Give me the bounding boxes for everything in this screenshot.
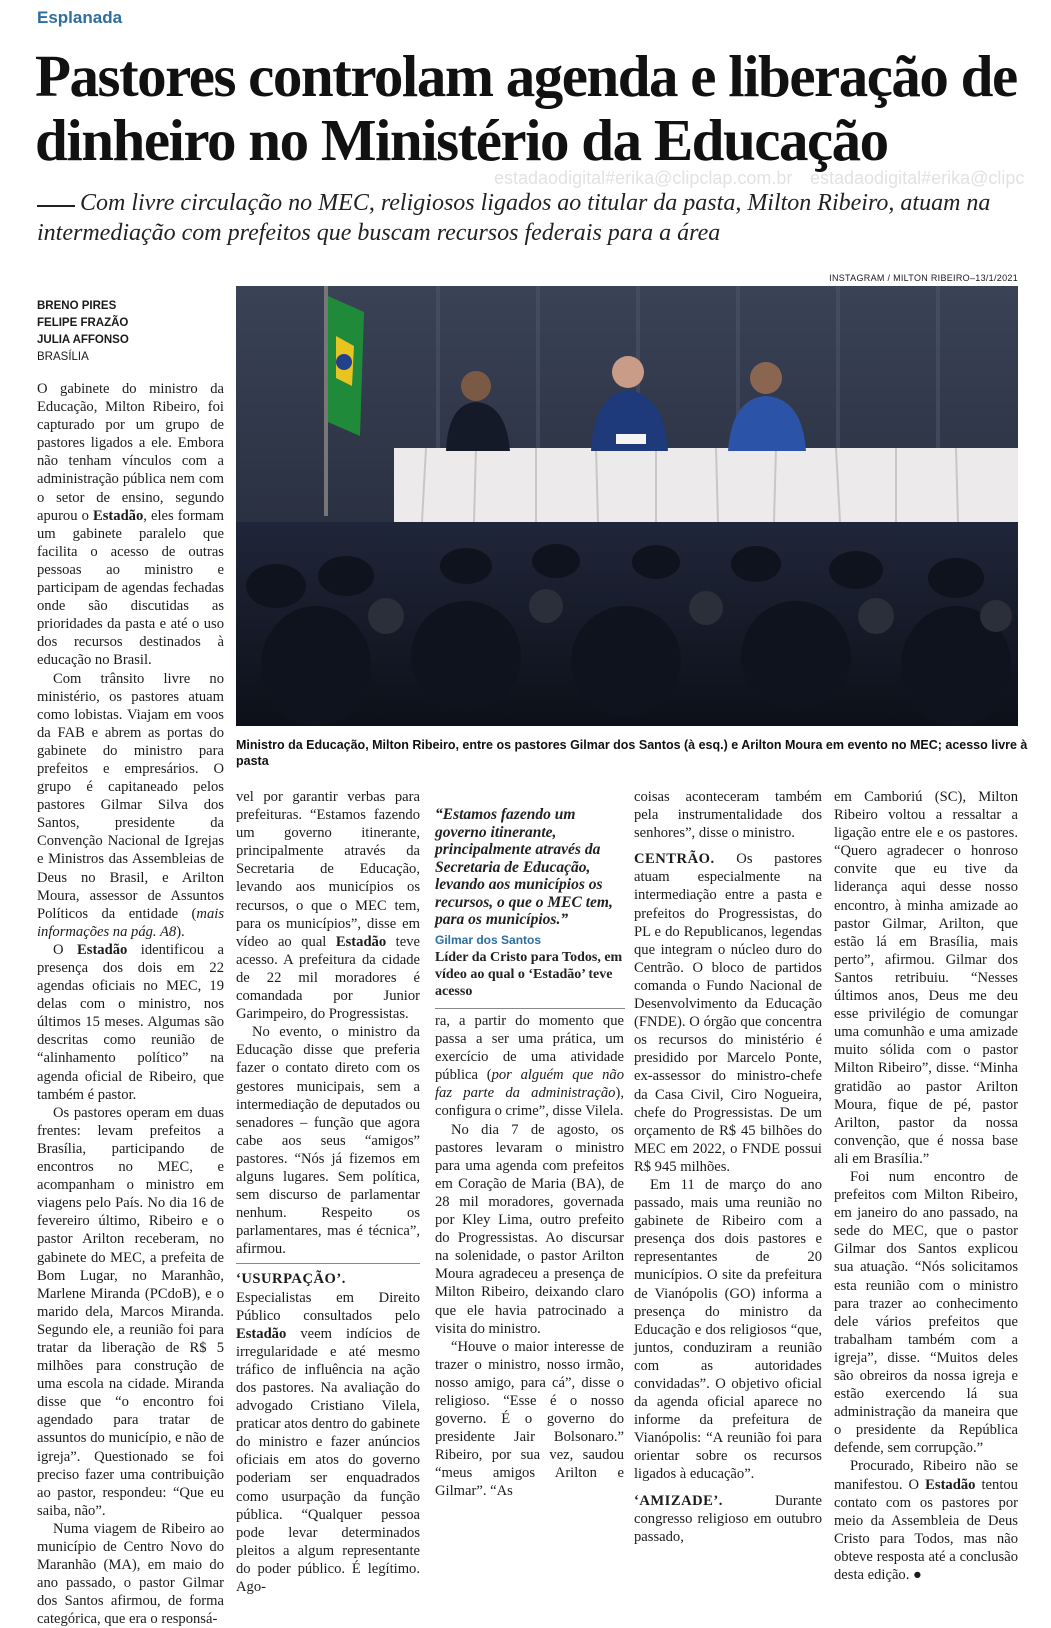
article-column-1 [37, 380, 224, 1628]
quote-author: Gilmar dos Santos [435, 932, 542, 947]
subhead: ‘AMIZADE’. [634, 1492, 723, 1509]
paragraph: Foi num encontro de prefeitos com Milton Ribeiro, em janeiro do ano passado, na sede do MEC, que o pastor Gilmar dos Santos explicou sua atuação. “Nós solicitamos esta reunião com o ministro para trazer ao conhecimento dele vários prefeitos que trabalham também com a igreja”, disse. “Muitos deles são obreiros da nossa igreja e estão exercendo lá sua administração da maneira que o presidente da República defende, sem corrupção.” [834, 1168, 1018, 1457]
quote-text: “Estamos fazendo um governo itinerante, principalmente através da Secretaria de Educação, levando aos municípios os recursos, o que o MEC tem, para os municípios.” [435, 806, 613, 928]
article-photo [236, 286, 1018, 726]
section-divider [236, 1263, 420, 1264]
paragraph: Os pastores operam em duas frentes: levam prefeitos a Brasília, participando de encontros no MEC, e acompanham o ministro em viagens pelo País. No dia 16 de fevereiro último, Ribeiro e o pastor Arilton receberam, no gabinete do MEC, a prefeita de Bom Lugar, no Maranhão, Marlene Miranda (PCdoB), e o marido dela, Marcos Miranda. Segundo ele, a reunião foi para tratar da liberação de R$ 5 milhões para construção de uma escola na cidade. Miranda disse que “o encontro foi agendado para tratar de assuntos do município, e não de igreja”. Questionado se foi preciso fazer uma contribuição ao pastor, respondeu: “Que eu saiba, não”. [37, 1104, 224, 1519]
paragraph: ra, a partir do momento que passa a ser uma prática, um exercício de uma atividade pública (por alguém que não faz parte da administração), configura o crime”, disse Vilela. [435, 1013, 624, 1120]
paragraph: No evento, o ministro da Educação disse que preferia fazer o contato direto com os gestores municipais, sem a intermediação de deputados ou senadores – função que agora cabe aos seus “amigos” pastores. “Nós já fizemos em alguns lugares. Sem política, sem discurso de parlamentar nenhum. Respeito os parlamentares, mas é técnica”, afirmou. [236, 1024, 420, 1258]
paragraph: em Camboriú (SC), Milton Ribeiro voltou a ressaltar a ligação entre ele e os pastores. “Quero agradecer o honroso convite que eu tive da liderança aqui desse nosso encontro, à minha amizade ao pastor Gilmar, Arilton, que estão lá em Brasília, mais perto”, afirmou. Gilmar dos Santos retribuiu. “Nesses últimos anos, Deus me deu esse privilégio de comungar uma comunhão e uma amizade muito sólida com o pastor Milton Ribeiro”, disse. “Minha gratidão ao pastor Arilton Moura, fique de pé, pastor Arilton, pastor da nossa convenção, que é nossa base ali em Brasília.” [834, 789, 1018, 1167]
photo-credit: INSTAGRAM / MILTON RIBEIRO–13/1/2021 [829, 273, 1018, 283]
quote-divider [435, 1008, 625, 1009]
author-name: JULIA AFFONSO [37, 334, 129, 346]
byline-place: BRASÍLIA [37, 351, 89, 363]
article-column-5 [834, 788, 1018, 1584]
brand-name: Estadão [925, 1476, 976, 1493]
headline: Pastores controlam agenda e liberação de dinheiro no Ministério da Educação [35, 43, 1017, 173]
article-column-2 [236, 788, 420, 1596]
quote-author-role: Líder da Cristo para Todos, em vídeo ao qual o ‘Estadão’ teve acesso [435, 949, 623, 999]
subhead: ‘USURPAÇÃO’. [236, 1271, 346, 1288]
pull-quote [435, 806, 625, 1009]
article-column-4 [634, 788, 822, 1546]
paragraph: O gabinete do ministro da Educação, Milton Ribeiro, foi capturado por um grupo de pastores ligados a ele. Embora não tenham vínculos com a administração pública nem com o setor de ensino, segundo apurou o Estadão, eles formam um gabinete paralelo que facilita o acesso de outras pessoas ao ministro e participam de agendas fechadas onde são discutidas as prioridades da pasta e até o uso dos recursos destinados à educação no Brasil. [37, 381, 224, 669]
subhead: CENTRÃO. [634, 851, 715, 868]
paragraph: Numa viagem de Ribeiro ao município de Centro Novo do Maranhão (MA), em maio do ano passado, o pastor Gilmar dos Santos afirmou, de forma categórica, que era o responsá- [37, 1520, 224, 1628]
brand-name: Estadão [77, 941, 128, 958]
brand-name: Estadão [335, 933, 387, 950]
photo-caption: Ministro da Educação, Milton Ribeiro, entre os pastores Gilmar dos Santos (à esq.) e Arilton Moura em evento no MEC; acesso livre à pasta [236, 738, 1028, 768]
byline [37, 298, 227, 366]
paragraph: “Houve o maior interesse de trazer o ministro, nosso irmão, nosso amigo, para cá”, disse o religioso. “Esse é o nosso governo. É o governo do presidente Jair Bolsonaro.” Ribeiro, por sua vez, saudou “meus amigos Arilton e Gilmar”. “As [435, 1338, 624, 1500]
watermark: estadaodigital#erika@clipclap.com.br [494, 168, 793, 188]
paragraph: vel por garantir verbas para prefeituras. “Estamos fazendo um governo itinerante, principalmente através da Secretaria de Educação, levando aos municípios os recursos, o que o MEC tem, para os municípios”, disse em vídeo ao qual Estadão teve acesso. A prefeitura da cidade de 22 mil moradores é comandada por Junior Garimpeiro, do Progressistas. [236, 789, 420, 1023]
brand-name: Estadão [93, 507, 144, 524]
author-name: FELIPE FRAZÃO [37, 317, 129, 329]
section-label: Esplanada [37, 8, 123, 27]
brand-name: Estadão [236, 1325, 287, 1342]
article-column-3 [435, 1012, 624, 1501]
subtitle: Com livre circulação no MEC, religiosos ligados ao titular da pasta, Milton Ribeiro, atuam na intermediação com prefeitos que buscam recursos federais para a área [37, 190, 991, 246]
author-name: BRENO PIRES [37, 300, 117, 312]
paragraph: No dia 7 de agosto, os pastores levaram o ministro para uma agenda com prefeitos em Coração de Maria (BA), de 28 mil moradores, governada por Kley Lima, outro prefeito do Progressistas. Ao discursar na solenidade, o pastor Arilton Moura agradeceu a presença de Milton Ribeiro, deixando claro que ele havia patrocinado a visita do ministro. [435, 1121, 624, 1337]
paragraph: Com trânsito livre no ministério, os pastores atuam como lobistas. Viajam em voos da FAB e abrem as portas do gabinete do ministro para prefeitos e empresários. O grupo é capitaneado pelos pastores Gilmar Silva dos Santos, presidente da Convenção Nacional de Igrejas e Ministros das Assembleias de Deus no Brasil, e Arilton Moura, assessor de Assuntos Políticos da entidade (mais informações na pág. A8). [37, 670, 224, 940]
paragraph: CENTRÃO. Os pastores atuam especialmente na intermediação entre a pasta e prefeitos do Progressistas, do PL e do Republicanos, legendas que integram o núcleo duro do Centrão. O bloco de partidos comanda o Fundo Nacional de Desenvolvimento da Educação (FNDE). O órgão que concentra os recursos do ministério é presidido por Marcelo Ponte, ex-assessor do ministro-chefe da Casa Civil, Ciro Nogueira, chefe do Progressistas. De um orçamento de R$ 45 bilhões do MEC em 2022, o FNDE possui R$ 945 milhões. [634, 851, 822, 1175]
paragraph: ‘AMIZADE’. Durante congresso religioso em outubro passado, [634, 1492, 822, 1545]
paragraph: coisas aconteceram também pela instrumentalidade dos senhores”, disse o ministro. [634, 789, 822, 842]
paragraph: O Estadão identificou a presença dos dois em 22 agendas oficiais no MEC, 19 delas com o ministro, nos últimos 15 meses. Algumas são descritas como reunião de “alinhamento político” na agenda oficial de Ribeiro, que também é pastor. [37, 941, 224, 1103]
paragraph: Em 11 de março do ano passado, mais uma reunião no gabinete de Ribeiro com a presença dos dois pastores e representantes de 20 municípios. O site da prefeitura de Vianópolis (GO) informa a presença do ministro da Educação e dos religiosos “que, juntos, conduziram a reunião com as autoridades convidadas”. O objetivo oficial da agenda oficial aparece no informe da prefeitura de Vianópolis: “A reunião foi para orientar sobre os recursos ligados à educação”. [634, 1176, 822, 1483]
watermark-right: estadaodigital#erika@clipc [810, 168, 1025, 188]
paragraph: Procurado, Ribeiro não se manifestou. O Estadão tentou contato com os pastores por meio da Assembleia de Deus Cristo para Todos, mas não obteve resposta até a conclusão desta edição. ● [834, 1458, 1018, 1584]
paragraph: ‘USURPAÇÃO’. Especialistas em Direito Público consultados pelo Estadão veem indícios de irregularidade e até mesmo tráfico de influência na ação dos pastores. Na avaliação do advogado Cristiano Vilela, praticar atos dentro do gabinete do ministro e fazer anúncios oficiais em atos do governo poderiam ser enquadrados como usurpação da função pública. “Qualquer pessoa pode levar determinados pleitos a algum representante do poder público. É legítimo. Ago- [236, 1271, 420, 1596]
